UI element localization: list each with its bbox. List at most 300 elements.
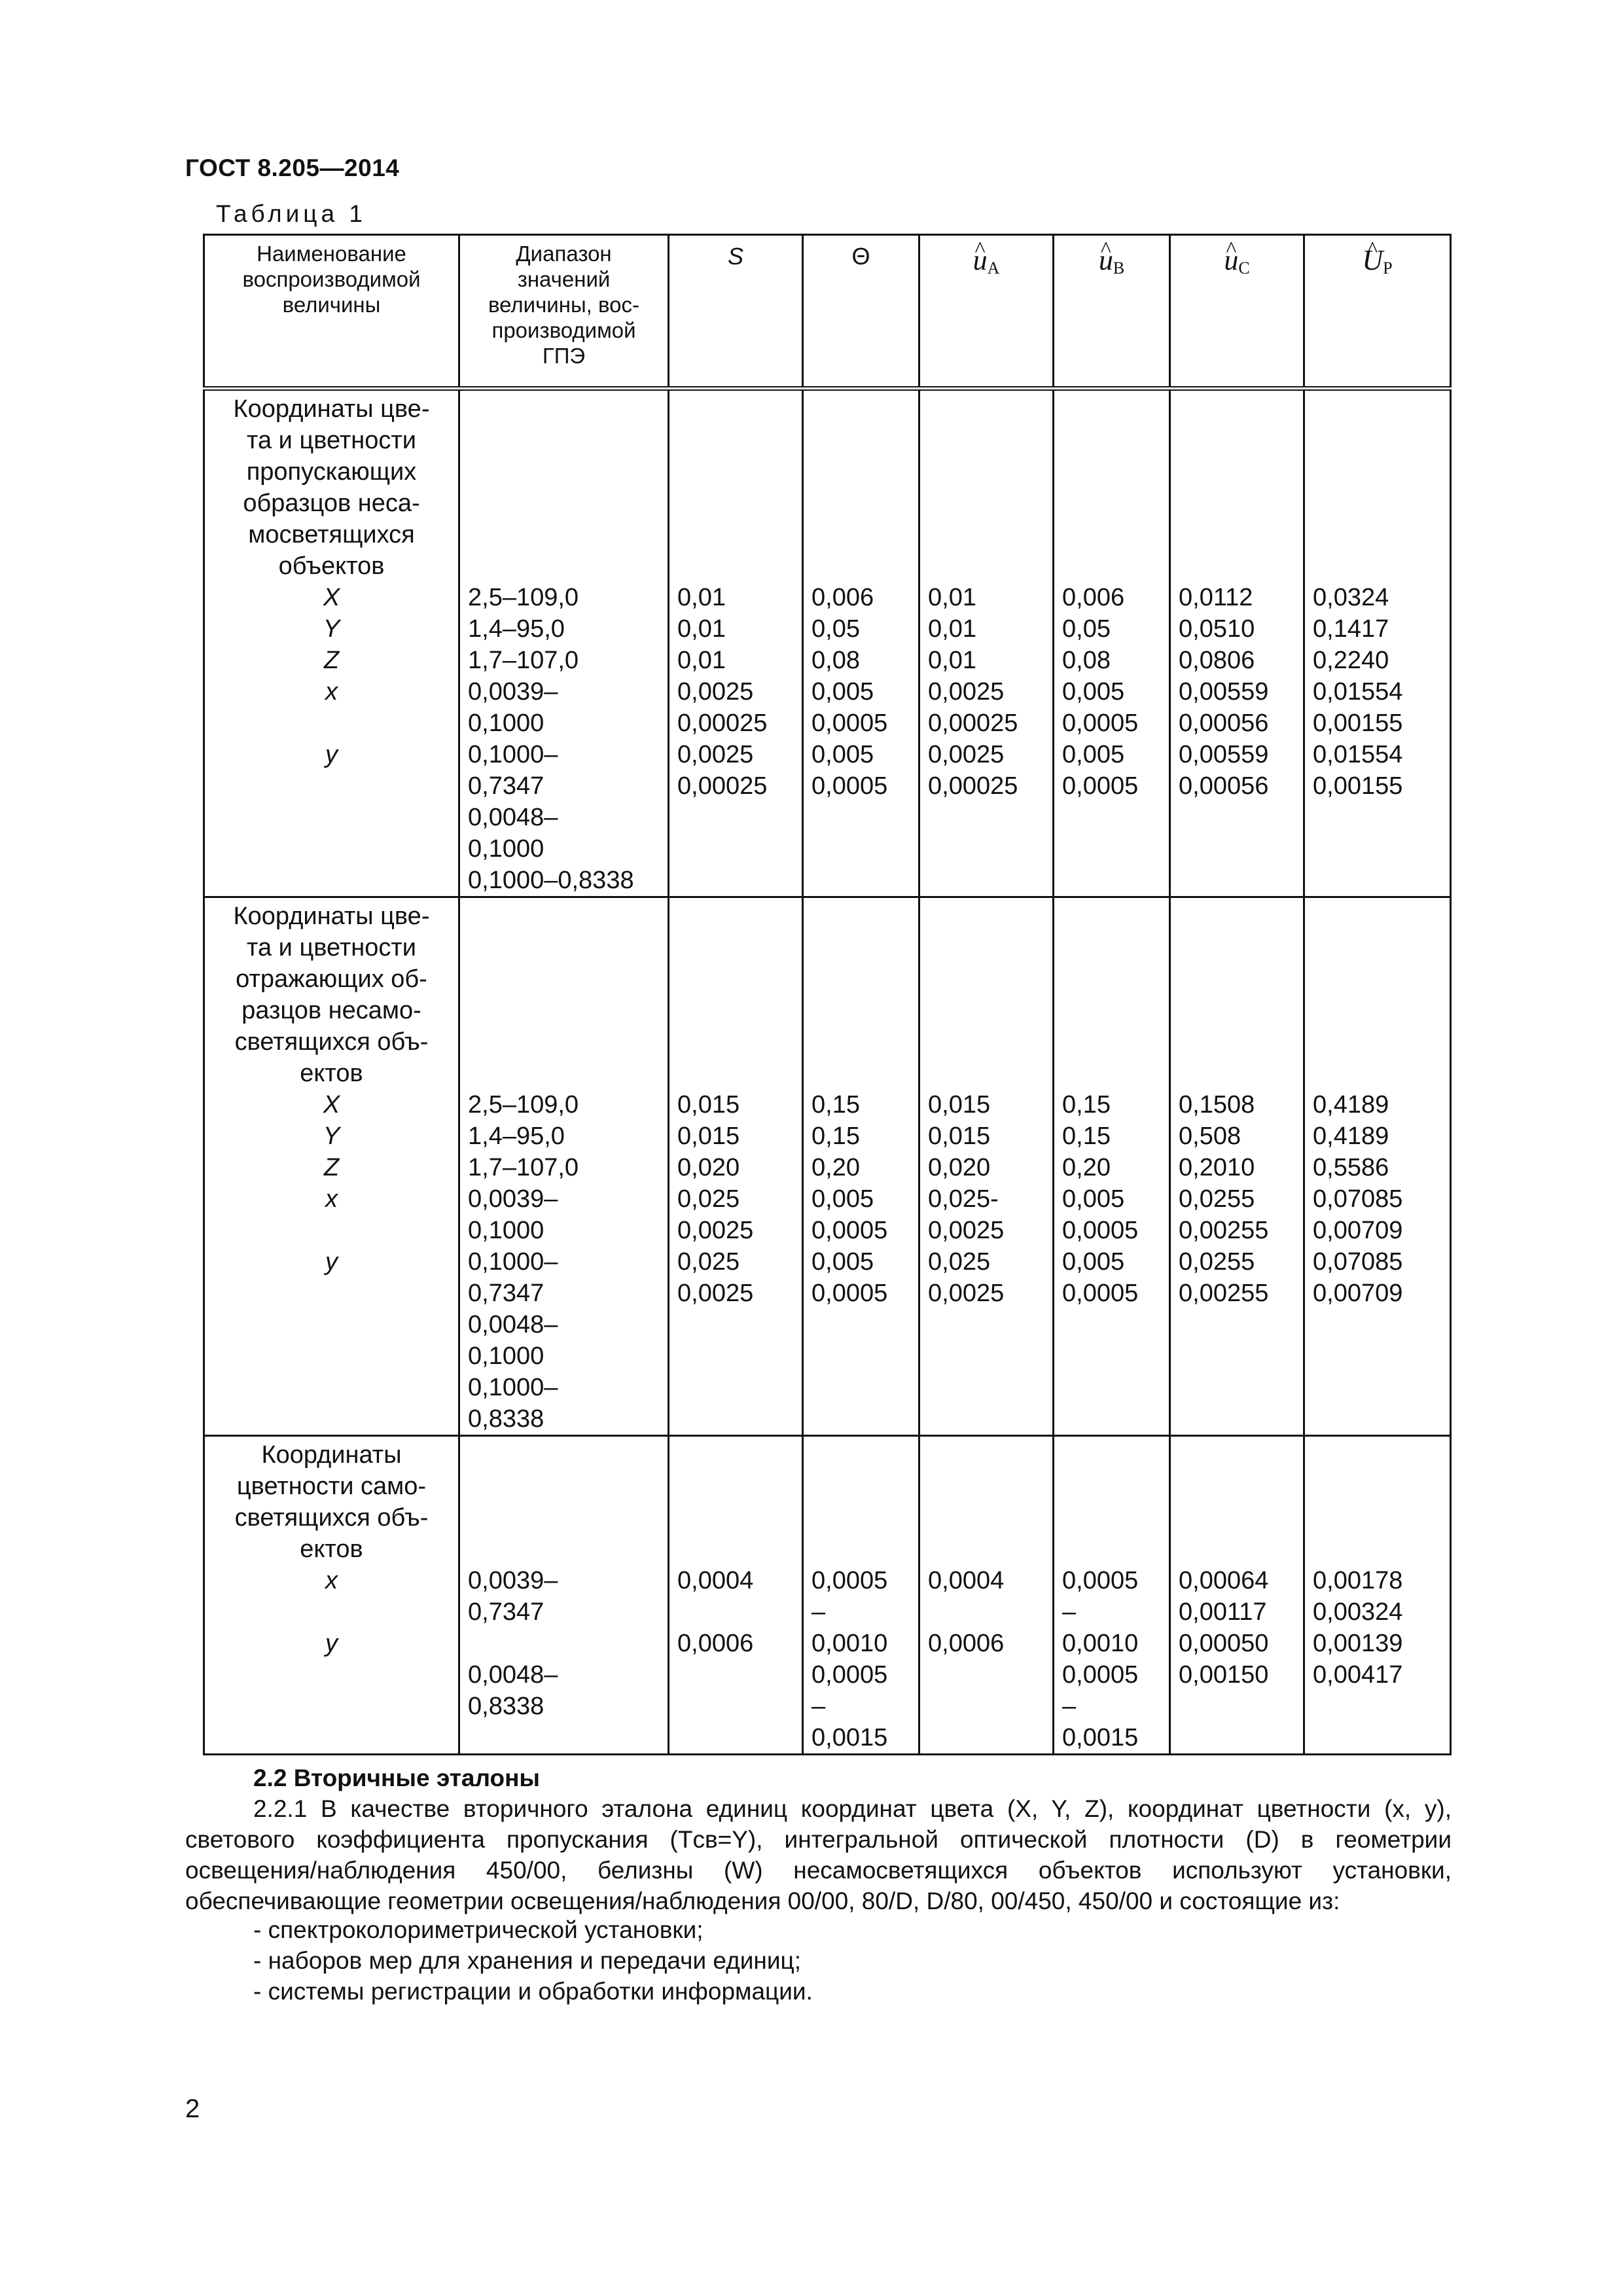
cell-line: 0,025- [928,1185,999,1213]
cell-line: x [325,678,338,706]
spacer [812,1471,910,1502]
spacer [468,393,660,425]
spacer [677,901,794,932]
cell-line [468,1628,660,1659]
cell-line: Диапазон [516,242,612,266]
document-header: ГОСТ 8.205—2014 [185,154,400,181]
theta-cell [803,897,919,1436]
spacer [812,963,910,995]
spacer [812,1058,910,1089]
paragraph-text: 2.2.1 В качестве вторичного эталона единиц координат цвета (X, Y, Z), координат цветности (x, y), светового коэффициента пропускания (Tсв=Y), интегральной оптической плотности (D) в геометрии освещения/наблюдения 450/00, белизны (W) несамосветящихся объектов используют установки, обеспечивающие геометрии освещения/наблюдения 00/00, 80/D, D/80, 00/450, 450/00 и состоящие из: [185,1795,1452,1914]
cell-line: 0,01 [928,615,976,643]
spacer [1179,456,1295,488]
cell-line: цветности само- [236,1473,427,1500]
cell-line: 0,0048– [468,1311,558,1338]
cell-line: 0,00324 [1313,1598,1403,1626]
cell-line: X [323,1091,340,1119]
cell-line: – [812,1693,826,1720]
cell-line: 0,00025 [928,772,1018,800]
range-cell [459,1436,669,1755]
cell-line: 0,7347 [468,1280,544,1307]
uB-cell [1054,897,1170,1436]
cell-line: 0,006 [812,584,874,611]
spacer [468,488,660,519]
spacer [1313,456,1442,488]
spacer [468,901,660,932]
spacer [677,456,794,488]
spacer [812,425,910,456]
cell-line: 0,5586 [1313,1154,1389,1181]
cell-line: 0,0005 [812,1661,888,1689]
cell-line: 0,00056 [1179,772,1269,800]
cell-line: та и цветности [246,934,416,961]
cell-line: воспроизводимой [242,267,421,291]
spacer [677,1534,794,1565]
cell-line: 0,1000 [468,1217,544,1244]
spacer [677,963,794,995]
cell-line: 0,0025 [677,1217,754,1244]
cell-line: 0,1000– [468,1248,558,1276]
spacer [1179,1534,1295,1565]
cell-line: 0,005 [812,678,874,706]
cell-line: отражающих об- [236,965,427,993]
table-header-row [204,235,1451,389]
spacer [468,932,660,963]
cell-line: – [1062,1598,1077,1626]
spacer [928,425,1044,456]
spacer [812,1502,910,1534]
s-cell [669,1436,803,1755]
cell-line: y [325,1248,338,1276]
header-s-label: S [727,243,743,270]
spacer [1179,963,1295,995]
cell-line: 0,15 [1062,1122,1111,1150]
cell-line: 0,0005 [812,709,888,737]
cell-line: Z [323,1154,340,1181]
cell-line: 0,01554 [1313,741,1403,768]
spacer [468,1058,660,1089]
spacer [1062,488,1161,519]
cell-line: 1,7–107,0 [468,647,579,674]
spacer [1062,932,1161,963]
uC-cell [1170,897,1304,1436]
spacer [1062,1058,1161,1089]
cell-line [677,1596,794,1628]
spacer [1313,425,1442,456]
spacer [928,995,1044,1026]
uA-cell [919,1436,1054,1755]
cell-line: 0,0025 [928,1280,1005,1307]
cell-line: 0,508 [1179,1122,1241,1150]
spacer [928,1058,1044,1089]
cell-line: 0,00139 [1313,1630,1403,1657]
cell-line: 0,8338 [468,1405,544,1433]
cell-line: 0,020 [677,1154,740,1181]
cell-line: 0,0039– [468,1185,558,1213]
cell-line: мосветящихся [248,521,415,548]
spacer [677,393,794,425]
spacer [928,519,1044,550]
cell-line: 0,0025 [677,678,754,706]
spacer [468,550,660,582]
cell-line: 0,0004 [928,1567,1005,1594]
header-UP [1304,235,1451,389]
cell-line: 0,0048– [468,804,558,831]
cell-line: 0,0025 [677,1280,754,1307]
cell-line: 0,0005 [1062,1661,1139,1689]
cell-line: 0,0005 [1062,709,1139,737]
header-uB [1054,235,1170,389]
cell-line: 0,0005 [1062,1217,1139,1244]
spacer [1179,1502,1295,1534]
cell-line: 0,1000 [468,1342,544,1370]
spacer [468,425,660,456]
cell-line: 0,4189 [1313,1122,1389,1150]
cell-line: 0,0255 [1179,1248,1255,1276]
cell-line: – [812,1598,826,1626]
spacer [812,488,910,519]
section-paragraph [185,1793,1452,1916]
cell-line: образцов неса- [243,490,420,517]
cell-line: Y [323,615,340,643]
cell-line: 0,01 [928,647,976,674]
header-uC-base: ^ u [1224,247,1238,273]
spacer [1179,519,1295,550]
spacer [812,393,910,425]
cell-line: 0,01 [677,647,726,674]
cell-line: 0,7347 [468,772,544,800]
spacer [1313,1058,1442,1089]
spacer [1062,901,1161,932]
spacer [928,456,1044,488]
cell-line: 0,1000 [468,835,544,863]
range-cell [459,897,669,1436]
cell-line: 0,025 [677,1185,740,1213]
spacer [677,1026,794,1058]
spacer [1179,932,1295,963]
range-cell [459,389,669,897]
spacer [1062,519,1161,550]
cell-line: 0,0005 [812,1280,888,1307]
cell-line: 0,005 [812,1248,874,1276]
header-theta-label: Θ [851,243,870,270]
spacer [468,1471,660,1502]
header-uB-base: ^ u [1099,247,1113,273]
cell-line: 0,0025 [928,678,1005,706]
cell-line: 0,1000 [468,709,544,737]
cell-line: 0,1000– [468,741,558,768]
cell-line: 0,0005 [1062,772,1139,800]
cell-line [213,708,450,739]
spacer [677,550,794,582]
cell-line: 0,0806 [1179,647,1255,674]
cell-line: 0,20 [812,1154,860,1181]
spacer [1062,456,1161,488]
cell-line: 2,5–109,0 [468,1091,579,1119]
cell-line: X [323,584,340,611]
cell-line: 0,0005 [812,1567,888,1594]
spacer [928,1471,1044,1502]
cell-line: разцов несамо- [241,997,421,1024]
cell-line: 0,01 [928,584,976,611]
s-cell [669,389,803,897]
spacer [1313,1026,1442,1058]
cell-line: 0,005 [812,741,874,768]
spacer [1179,488,1295,519]
cell-line: y [325,741,338,768]
bullet-list [253,1914,813,2007]
cell-line: 0,00117 [1179,1598,1267,1626]
spacer [1313,519,1442,550]
cell-line: 0,2240 [1313,647,1389,674]
cell-line: 0,005 [1062,678,1125,706]
uB-cell [1054,1436,1170,1755]
spacer [812,1026,910,1058]
spacer [1179,1026,1295,1058]
cell-line: x [325,1185,338,1213]
spacer [1313,393,1442,425]
cell-line: 0,0025 [928,741,1005,768]
uC-cell [1170,1436,1304,1755]
spacer [677,995,794,1026]
cell-line: 0,015 [677,1122,740,1150]
cell-line: значений [517,267,611,291]
cell-line [213,1596,450,1628]
spacer [677,1058,794,1089]
cell-line: 0,05 [1062,615,1111,643]
cell-line: 0,0025 [928,1217,1005,1244]
quantity-name-cell [204,1436,459,1755]
header-uA [919,235,1054,389]
spacer [468,995,660,1026]
spacer [1179,550,1295,582]
UP-cell [1304,897,1451,1436]
cell-line: 0,07085 [1313,1185,1403,1213]
cell-line: величины, вос- [488,293,640,317]
header-uC [1170,235,1304,389]
quantity-name-cell [204,897,459,1436]
spacer [928,488,1044,519]
cell-line: 0,0025 [677,741,754,768]
spacer [1062,995,1161,1026]
cell-line: 0,01 [677,584,726,611]
cell-line: 0,00025 [928,709,1018,737]
header-theta [803,235,919,389]
cell-line: Координаты цве- [233,395,430,423]
cell-line: Y [323,1122,340,1150]
cell-line: производимой [491,318,636,342]
cell-line: 0,0005 [1062,1280,1139,1307]
spacer [812,1439,910,1471]
cell-line: y [325,1630,338,1657]
cell-line: светящихся объ- [234,1028,429,1056]
cell-line: 0,00155 [1313,772,1403,800]
cell-line: 0,00709 [1313,1217,1403,1244]
cell-line: 0,005 [1062,741,1125,768]
cell-line: 0,0006 [928,1630,1005,1657]
spacer [468,963,660,995]
cell-line: величины [282,293,381,317]
spacer [677,1439,794,1471]
spacer [468,456,660,488]
cell-line: 1,4–95,0 [468,615,565,643]
spacer [928,1534,1044,1565]
cell-line: 0,00025 [677,709,768,737]
cell-line: 0,2010 [1179,1154,1255,1181]
cell-line: 0,0039– [468,678,558,706]
bullet-item: - системы регистрации и обработки информации. [253,1978,813,2005]
spacer [1062,393,1161,425]
spacer [928,393,1044,425]
cell-line: 0,0004 [677,1567,754,1594]
spacer [812,1534,910,1565]
header-uC-sub: C [1238,259,1250,278]
cell-line: 0,00417 [1313,1661,1403,1689]
spacer [1062,425,1161,456]
cell-line: 0,00709 [1313,1280,1403,1307]
cell-line [928,1596,1044,1628]
cell-line: 0,00559 [1179,678,1269,706]
table-row [204,389,1451,897]
spacer [677,519,794,550]
cell-line [213,1215,450,1246]
spacer [1313,1534,1442,1565]
header-UP-sub: P [1383,259,1393,278]
data-table [203,234,1452,1755]
cell-line: 0,08 [812,647,860,674]
cell-line: 0,0112 [1179,584,1253,611]
cell-line: 0,1000– [468,1374,558,1401]
spacer [1313,1471,1442,1502]
spacer [1313,1439,1442,1471]
spacer [1313,963,1442,995]
cell-line: объектов [278,552,385,580]
bullet-item: - наборов мер для хранения и передачи единиц; [253,1947,801,1974]
cell-line: 0,00559 [1179,741,1269,768]
cell-line: 0,020 [928,1154,991,1181]
cell-line: 0,0005 [812,1217,888,1244]
spacer [928,550,1044,582]
cell-line: 0,0255 [1179,1185,1255,1213]
cell-line: 0,8338 [468,1693,544,1720]
header-s [669,235,803,389]
cell-line: 0,1000–0,8338 [468,867,634,894]
cell-line: ектов [300,1535,363,1563]
spacer [468,1502,660,1534]
cell-line: Наименование [257,242,406,266]
spacer [1313,995,1442,1026]
cell-line: 0,0324 [1313,584,1389,611]
spacer [677,488,794,519]
cell-line: 0,00056 [1179,709,1269,737]
cell-line: Координаты цве- [233,903,430,930]
spacer [1313,901,1442,932]
cell-line: 0,00150 [1179,1661,1269,1689]
cell-line: 0,0010 [1062,1630,1139,1657]
cell-line: 0,0005 [1062,1567,1139,1594]
cell-line: Координаты [261,1441,402,1469]
cell-line: 0,08 [1062,647,1111,674]
spacer [468,1534,660,1565]
spacer [1179,425,1295,456]
cell-line: 0,015 [928,1122,991,1150]
cell-line: 0,005 [1062,1248,1125,1276]
spacer [812,456,910,488]
cell-line: 0,0015 [812,1724,888,1751]
cell-line: 2,5–109,0 [468,584,579,611]
section-title: 2.2 Вторичные эталоны [253,1765,541,1791]
cell-line: 0,00255 [1179,1280,1269,1307]
spacer [812,901,910,932]
cell-line: 0,0048– [468,1661,558,1689]
spacer [1062,1534,1161,1565]
theta-cell [803,389,919,897]
table-row [204,1436,1451,1755]
theta-cell [803,1436,919,1755]
spacer [928,963,1044,995]
header-UP-base: ^ U [1362,247,1383,273]
spacer [928,1439,1044,1471]
spacer [1179,1471,1295,1502]
cell-line: 0,005 [812,1185,874,1213]
cell-line: ГПЭ [542,344,586,368]
cell-line: 0,7347 [468,1598,544,1626]
spacer [1062,1439,1161,1471]
cell-line: x [325,1567,338,1594]
spacer [1179,901,1295,932]
spacer [468,1439,660,1471]
spacer [677,425,794,456]
header-range [459,235,669,389]
cell-line: 0,15 [1062,1091,1111,1119]
page-number: 2 [185,2094,200,2123]
spacer [928,1502,1044,1534]
uA-cell [919,389,1054,897]
spacer [1062,1471,1161,1502]
spacer [468,1026,660,1058]
header-uA-base: ^ u [973,247,988,273]
spacer [1313,932,1442,963]
cell-line: 0,00178 [1313,1567,1403,1594]
cell-line: 0,0510 [1179,615,1255,643]
cell-line: светящихся объ- [234,1504,429,1532]
spacer [1062,550,1161,582]
table-caption: Таблица 1 [216,200,366,227]
cell-line: 0,00064 [1179,1567,1269,1594]
uC-cell [1170,389,1304,897]
cell-line: 0,01 [677,615,726,643]
header-uB-sub: B [1113,259,1125,278]
cell-line: Z [323,647,340,674]
cell-line: ектов [300,1060,363,1087]
spacer [677,932,794,963]
cell-line: 0,00025 [677,772,768,800]
spacer [677,1471,794,1502]
spacer [812,550,910,582]
spacer [468,519,660,550]
uA-cell [919,897,1054,1436]
spacer [928,901,1044,932]
spacer [812,995,910,1026]
cell-line: та и цветности [246,427,416,454]
header-name [204,235,459,389]
uB-cell [1054,389,1170,897]
spacer [1179,995,1295,1026]
spacer [1062,1502,1161,1534]
spacer [1062,1026,1161,1058]
quantity-name-cell [204,389,459,897]
UP-cell [1304,1436,1451,1755]
